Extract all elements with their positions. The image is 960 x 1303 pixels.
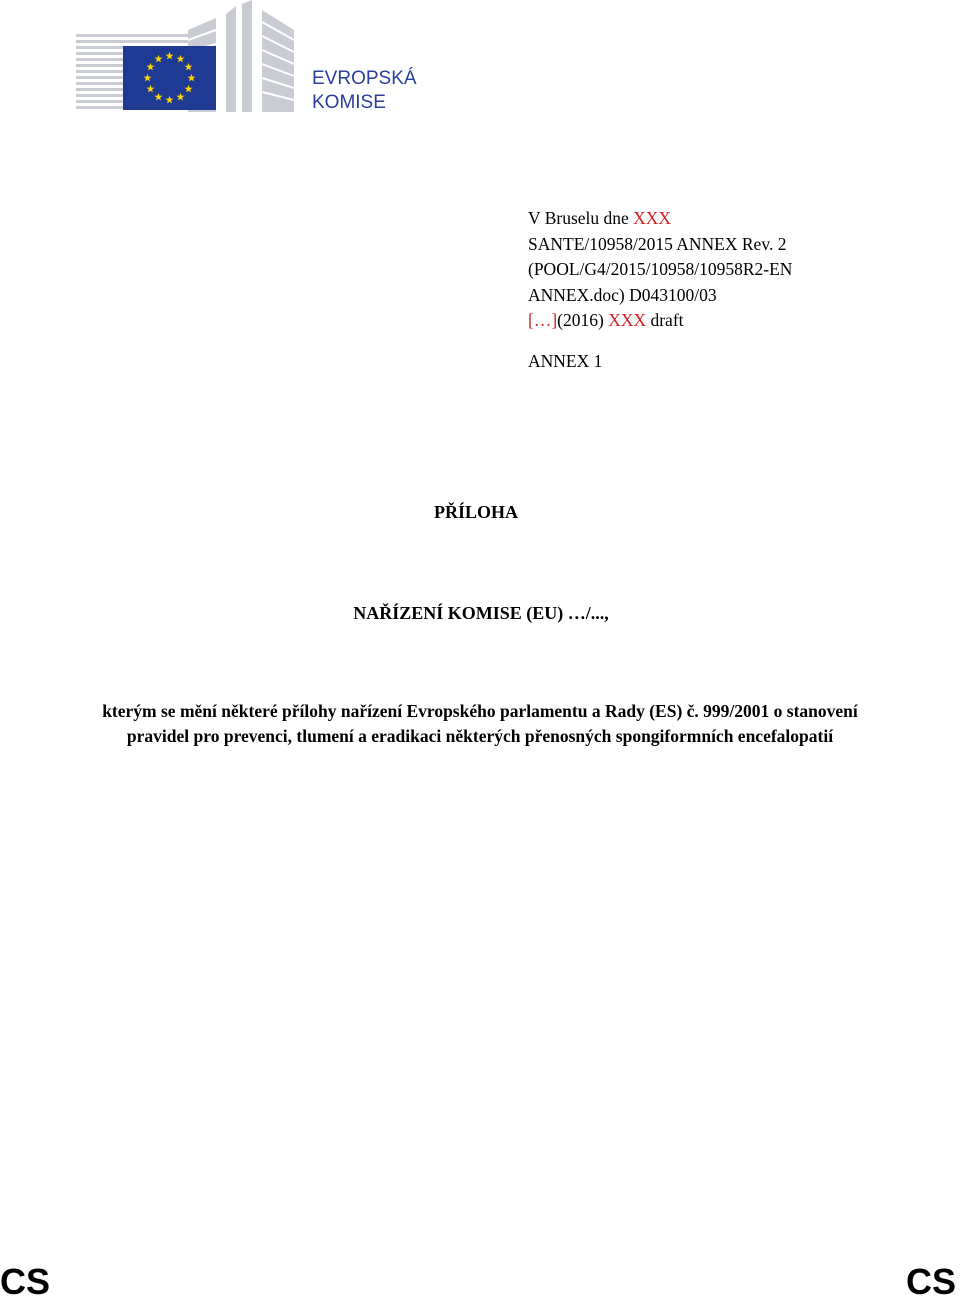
date-placeholder: XXX (633, 208, 672, 228)
document-suffix: draft (646, 310, 684, 330)
document-number-line (528, 308, 948, 334)
commission-logo (76, 0, 436, 115)
language-code-right: CS (905, 1261, 956, 1302)
regulation-title: NAŘÍZENÍ KOMISE (EU) …/..., (353, 603, 609, 623)
commission-name (312, 67, 417, 115)
european-commission-emblem-icon (76, 0, 306, 115)
document-reference-block (528, 206, 948, 334)
document-number-placeholder: […] (528, 310, 558, 330)
language-code-left: CS (0, 1261, 51, 1302)
date-line (528, 206, 948, 232)
reference-line-1: SANTE/10958/2015 ANNEX Rev. 2 (528, 233, 787, 254)
document-id-placeholder: XXX (608, 310, 647, 330)
annex-heading: PŘÍLOHA (433, 502, 518, 522)
annex-label: ANNEX 1 (528, 351, 603, 371)
regulation-subtitle: kterým se mění některé přílohy nařízení Evropského parlamentu a Rady (ES) č. 999/2001 o stanovení pravidel pro prevenci, tlumení a eradikaci některých přenosných spongiformních encefalopatií (102, 701, 858, 746)
reference-line-2: (POOL/G4/2015/10958/10958R2-EN (528, 259, 793, 279)
logo-line-1: EVROPSKÁ (312, 68, 417, 89)
reference-line-3: ANNEX.doc) D043100/03 (528, 284, 717, 305)
logo-line-2: KOMISE (312, 92, 386, 113)
date-prefix: V Bruselu dne (528, 208, 634, 228)
document-year: (2016) (557, 310, 609, 330)
